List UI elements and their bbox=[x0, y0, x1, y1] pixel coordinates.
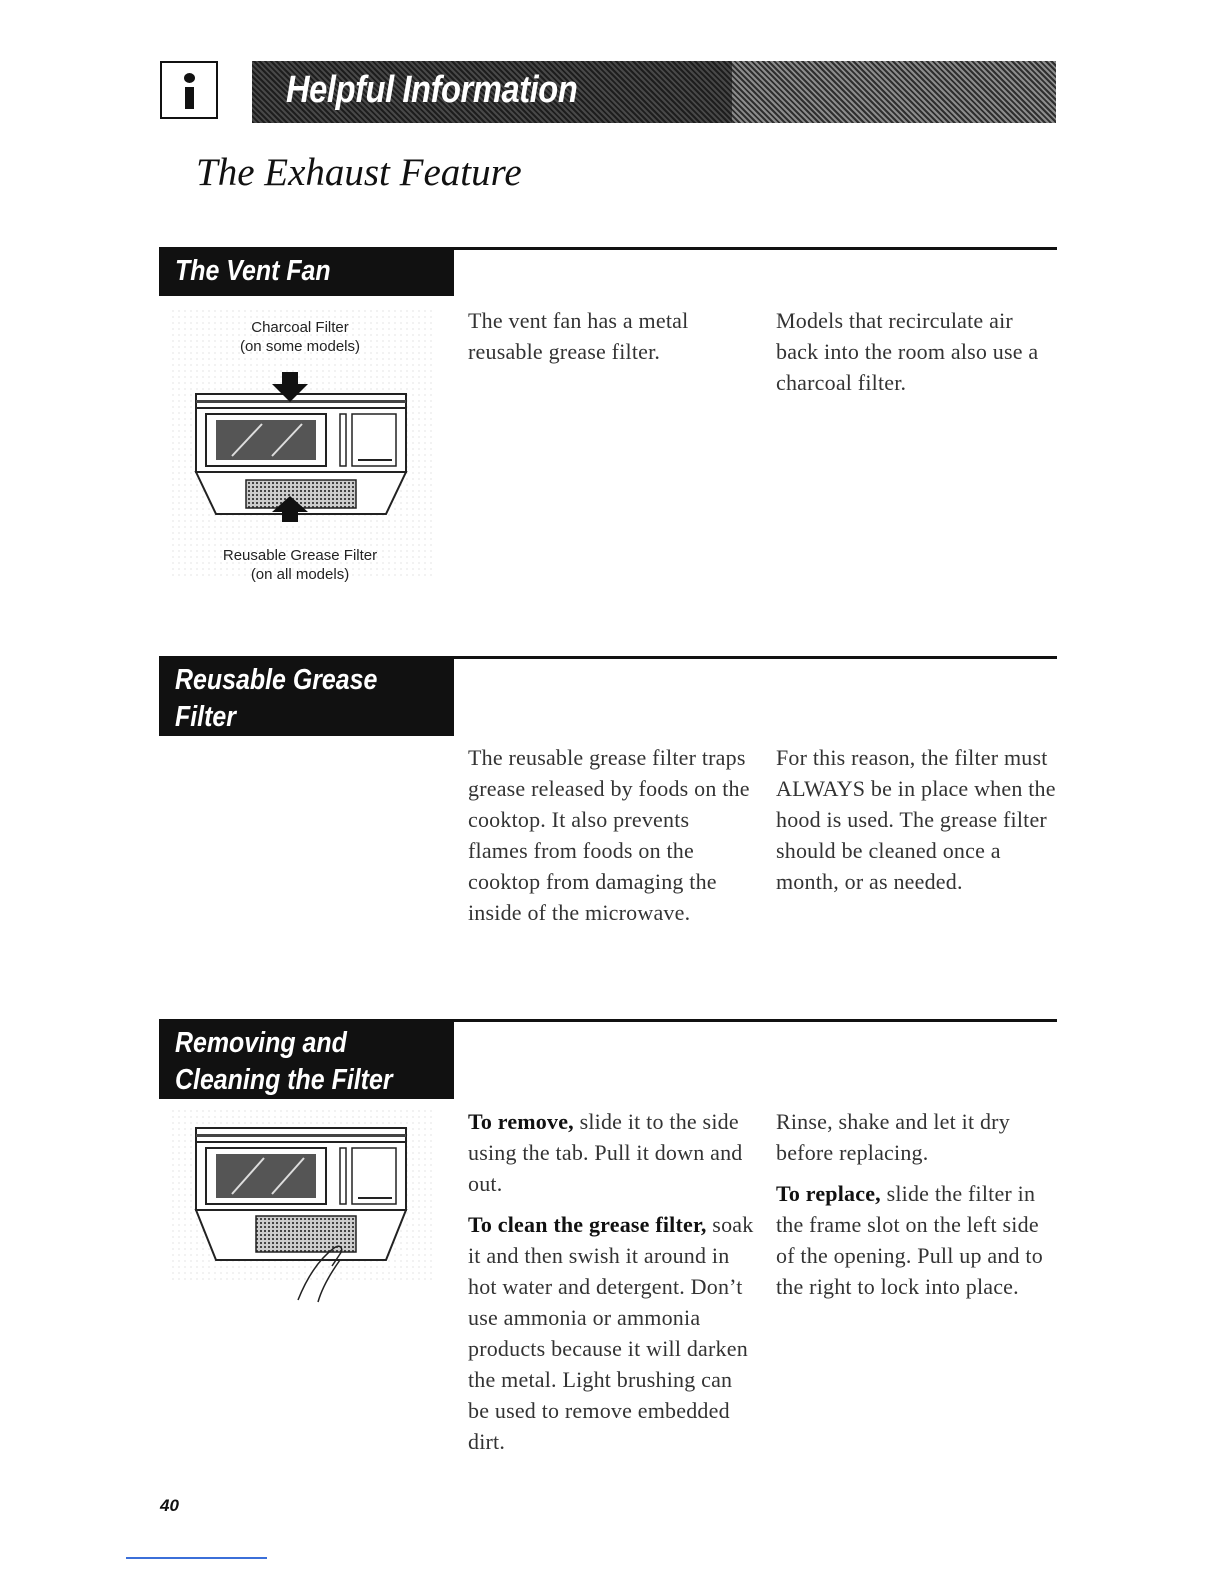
page-subtitle: The Exhaust Feature bbox=[196, 151, 522, 194]
grease-filter-text-1: The reusable grease filter traps grease released by foods on the cooktop. It also prevents flames from foods on the cooktop from damaging the inside of the microwave. bbox=[468, 745, 750, 925]
section-heading-removing: Removing and Cleaning the Filter bbox=[159, 1019, 454, 1099]
rinse-instructions: Rinse, shake and let it dry before replacing. bbox=[776, 1109, 1010, 1165]
vent-fan-text-1: The vent fan has a metal reusable grease filter. bbox=[468, 308, 689, 364]
remove-instructions: To remove, slide it to the side using the tab. Pull it down and out. bbox=[468, 1109, 743, 1196]
info-icon bbox=[160, 61, 218, 119]
filter-removal-diagram bbox=[172, 1110, 436, 1310]
title-banner bbox=[252, 61, 1056, 123]
page-number: 40 bbox=[160, 1496, 179, 1515]
vent-fan-text-2: Models that recirculate air back into the room also use a charcoal filter. bbox=[776, 308, 1039, 395]
section-heading-vent-fan: The Vent Fan bbox=[159, 247, 454, 296]
removing-text-col-1 bbox=[468, 1106, 758, 1457]
section-rule bbox=[454, 247, 1057, 250]
clean-instructions: To clean the grease filter, soak it and then swish it around in hot water and detergent. Don’t use ammonia or ammonia products because it will darken the metal. Light brushing can be used to remove embedded dirt. bbox=[468, 1212, 754, 1454]
grease-filter-label: Reusable Grease Filter (on all models) bbox=[222, 547, 378, 583]
removing-text-col-2 bbox=[776, 1106, 1061, 1302]
section-heading-grease-filter: Reusable Grease Filter bbox=[159, 656, 454, 736]
section-rule bbox=[454, 1019, 1057, 1022]
charcoal-filter-label: Charcoal Filter (on some models) bbox=[239, 319, 361, 355]
section-rule bbox=[454, 656, 1057, 659]
replace-instructions: To replace, slide the filter in the frame slot on the left side of the opening. Pull up and to the right to lock into place. bbox=[776, 1181, 1043, 1299]
banner-title: Helpful Information bbox=[286, 69, 578, 111]
footer-rule bbox=[126, 1557, 267, 1559]
grease-filter-text-2: For this reason, the filter must ALWAYS be in place when the hood is used. The grease filter should be cleaned once a month, or as needed. bbox=[776, 745, 1056, 894]
